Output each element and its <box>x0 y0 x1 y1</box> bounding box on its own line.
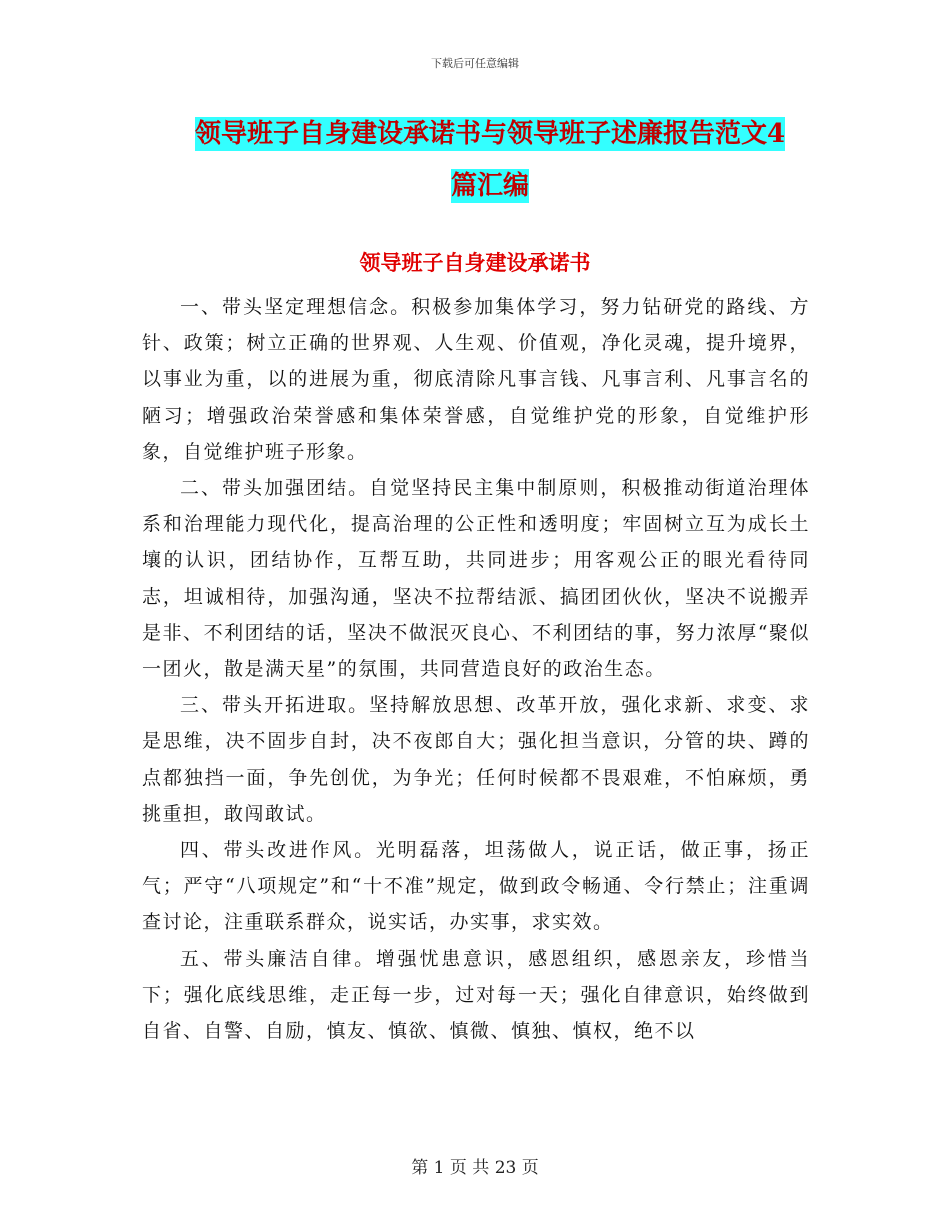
document-title-line-2: 篇汇编 <box>450 171 529 201</box>
paragraph-5: 五、带头廉洁自律。增强忧患意识，感恩组织，感恩亲友，珍惜当下；强化底线思维，走正每一步，过对每一天；强化自律意识，始终做到自省、自警、自励，慎友、慎欲、慎微、慎独、慎权，绝不以 <box>142 947 810 1043</box>
paragraph-3: 三、带头开拓进取。坚持解放思想、改革开放，强化求新、求变、求是思维，决不固步自封，决不夜郎自大；强化担当意识，分管的块、蹲的点都独挡一面，争先创优，为争光；任何时候都不畏艰难，不怕麻烦，勇挑重担，敢闯敢试。 <box>142 694 810 825</box>
paragraph-4: 四、带头改进作风。光明磊落，坦荡做人，说正话，做正事，扬正气；严守“八项规定”和“十不准”规定，做到政令畅通、令行禁止；注重调查讨论，注重联系群众，说实话，办实事，求实效。 <box>142 839 810 934</box>
document-title-line-1: 领导班子自身建设承诺书与领导班子述廉报告范文4 <box>194 119 786 149</box>
page-footer: 第 1 页 共 23 页 <box>411 1158 539 1178</box>
paragraph-2: 二、带头加强团结。自觉坚持民主集中制原则，积极推动街道治理体系和治理能力现代化，提高治理的公正性和透明度；牢固树立互为成长土壤的认识，团结协作，互帮互助，共同进步；用客观公正的眼光看待同志，坦诚相待，加强沟通，坚决不拉帮结派、搞团团伙伙，坚决不说搬弄是非、不利团结的话，坚决不做泯灭良心、不利团结的事，努力浓厚“聚似一团火，散是满天星”的氛围，共同营造良好的政治生态。 <box>142 477 810 681</box>
document-title <box>150 108 830 212</box>
document-body <box>142 289 810 1049</box>
page-header-note: 下载后可任意编辑 <box>431 57 519 70</box>
paragraph-1: 一、带头坚定理想信念。积极参加集体学习，努力钻研党的路线、方针、政策；树立正确的世界观、人生观、价值观，净化灵魂，提升境界，以事业为重，以的进展为重，彻底清除凡事言钱、凡事言利、凡事言名的陋习；增强政治荣誉感和集体荣誉感，自觉维护党的形象，自觉维护形象，自觉维护班子形象。 <box>142 296 810 463</box>
section-title: 领导班子自身建设承诺书 <box>359 251 591 275</box>
